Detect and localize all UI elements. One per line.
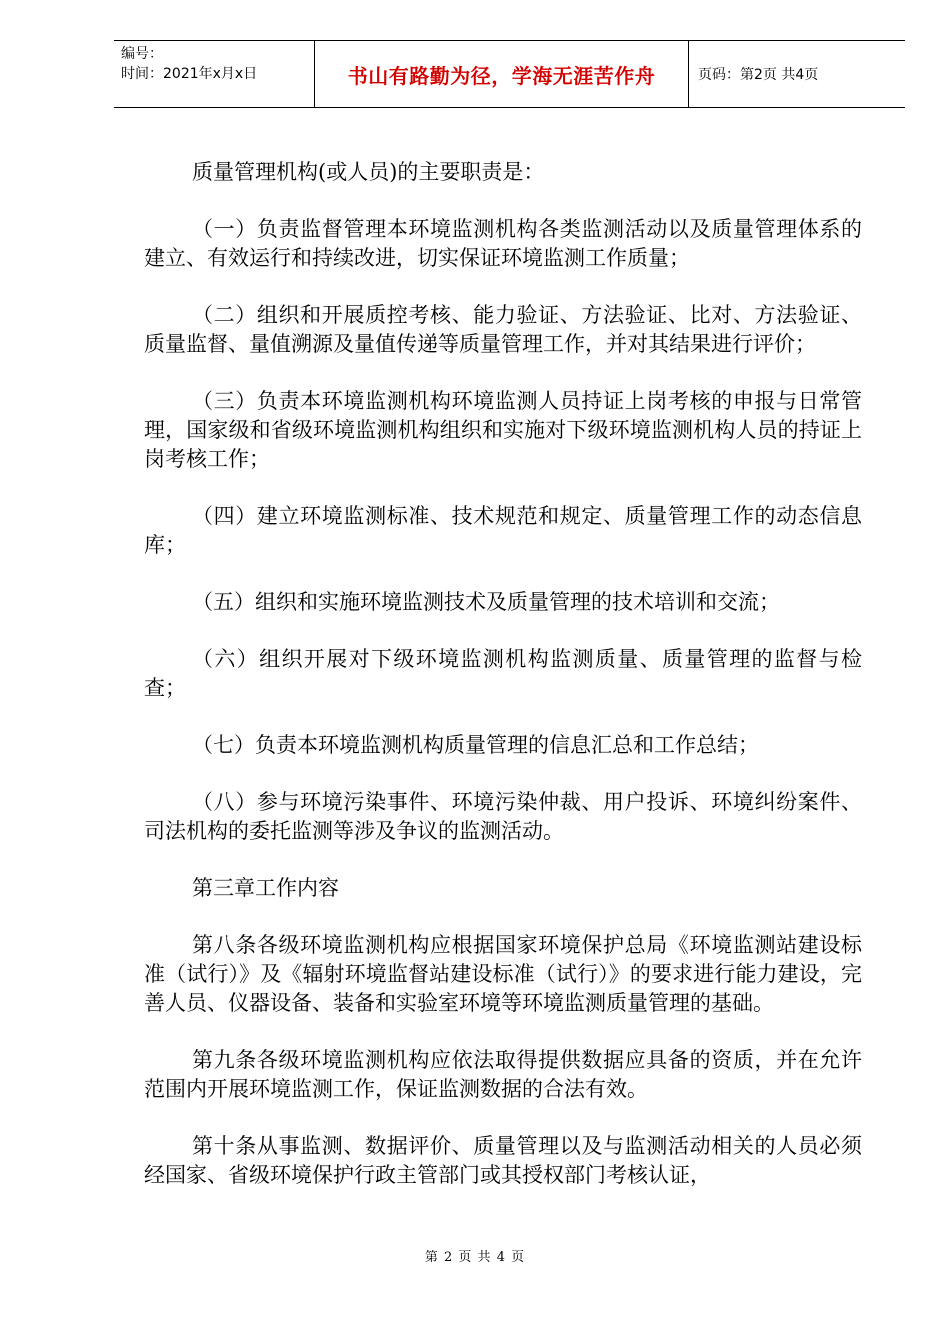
header-page-info: 页码：第2页 共4页 bbox=[698, 67, 819, 83]
paragraph: （八）参与环境污染事件、环境污染仲裁、用户投诉、环境纠纷案件、司法机构的委托监测等涉及争议的监测活动。 bbox=[144, 790, 862, 843]
paragraph: 第十条从事监测、数据评价、质量管理以及与监测活动相关的人员必须经国家、省级环境保护行政主管部门或其授权部门考核认证， bbox=[144, 1134, 862, 1187]
paragraph: 第八条各级环境监测机构应根据国家环境保护总局《环境监测站建设标准（试行）》及《辐射环境监督站建设标准（试行）》的要求进行能力建设，完善人员、仪器设备、装备和实验室环境等环境监测质量管理的基础。 bbox=[144, 933, 862, 1015]
page-header bbox=[114, 40, 905, 108]
page-footer: 第 2 页 共 4 页 bbox=[424, 1250, 526, 1265]
paragraph: 质量管理机构(或人员)的主要职责是： bbox=[192, 160, 545, 184]
time-label: 时间：2021年x月x日 bbox=[121, 66, 258, 82]
paragraph: （一）负责监督管理本环境监测机构各类监测活动以及质量管理体系的建立、有效运行和持续改进，切实保证环境监测工作质量； bbox=[144, 217, 862, 270]
document-body bbox=[144, 158, 862, 1218]
paragraph: （七）负责本环境监测机构质量管理的信息汇总和工作总结； bbox=[192, 733, 759, 757]
paragraph: （五）组织和实施环境监测技术及质量管理的技术培训和交流； bbox=[192, 590, 780, 614]
paragraph: （二）组织和开展质控考核、能力验证、方法验证、比对、方法验证、质量监督、量值溯源及量值传递等质量管理工作，并对其结果进行评价； bbox=[144, 303, 862, 356]
paragraph: （六）组织开展对下级环境监测机构监测质量、质量管理的监督与检查； bbox=[144, 647, 862, 700]
header-meta bbox=[114, 41, 315, 107]
serial-label: 编号： bbox=[121, 46, 163, 62]
paragraph: （四）建立环境监测标准、技术规范和规定、质量管理工作的动态信息库； bbox=[144, 504, 862, 557]
paragraph: （三）负责本环境监测机构环境监测人员持证上岗考核的申报与日常管理，国家级和省级环境监测机构组织和实施对下级环境监测机构人员的持证上岗考核工作； bbox=[144, 389, 862, 471]
header-motto: 书山有路勤为径，学海无涯苦作舟 bbox=[315, 41, 689, 107]
paragraph: 第九条各级环境监测机构应依法取得提供数据应具备的资质，并在允许范围内开展环境监测工作，保证监测数据的合法有效。 bbox=[144, 1048, 862, 1101]
chapter-heading: 第三章工作内容 bbox=[192, 876, 339, 900]
